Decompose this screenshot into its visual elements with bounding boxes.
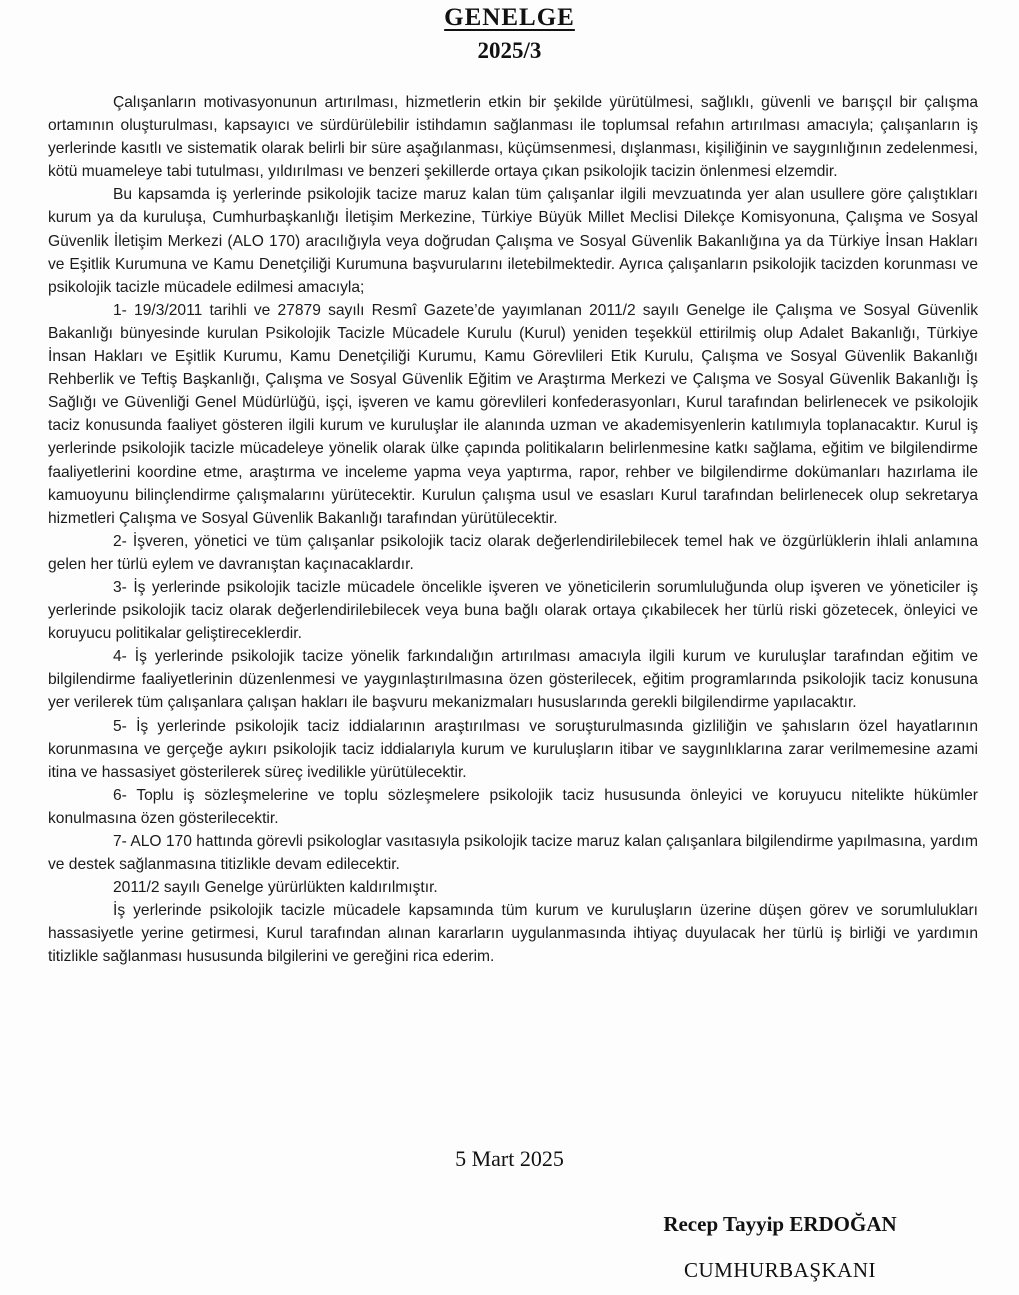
document-title: [0, 4, 1019, 32]
document-date: 5 Mart 2025: [455, 1146, 564, 1171]
paragraph-repeal: 2011/2 sayılı Genelge yürürlükten kaldırılmıştır.: [113, 879, 438, 897]
document-body: [48, 91, 978, 969]
paragraph-item-2: 2- İşveren, yönetici ve tüm çalışanlar psikolojik taciz olarak değerlendirilebilecek temel hak ve özgürlüklerin ihlali anlamına gelen her türlü eylem ve davranıştan kaçınacaklardır.: [48, 532, 978, 573]
document-number: 2025/3: [477, 38, 542, 63]
signer-title: CUMHURBAŞKANI: [683, 1258, 877, 1282]
paragraph-item-6: 6- Toplu iş sözleşmelerine ve toplu sözleşmelere psikolojik taciz hususunda önleyici ve koruyucu nitelikte hükümler konulmasına özen gösterilecektir.: [48, 786, 978, 827]
paragraph-item-4: 4- İş yerlerinde psikolojik tacize yönelik farkındalığın artırılması amacıyla ilgili kurum ve kuruluşlar tarafından eğitim ve bilgilendirme faaliyetlerinin düzenlenmesi ve yaygınlaştırılmasına özen gösterilecek, eğitim programlarında psikolojik taciz konusuna yer verilerek tüm çalışanlara çalışan hakları ile başvuru mekanizmaları hususlarında gerekli bilgilendirme yapılacaktır.: [48, 648, 978, 712]
paragraph-item-1: 1- 19/3/2011 tarihli ve 27879 sayılı Resmî Gazete’de yayımlanan 2011/2 sayılı Genelge ile Çalışma ve Sosyal Güvenlik Bakanlığı bünyesinde kurulan Psikolojik Tacizle Mücadele Kurulu (Kurul) yeniden teşekkül ettirilmiş olup Adalet Bakanlığı, Türkiye İnsan Hakları ve Eşitlik Kurumu, Kamu Denetçiliği Kurumu, Kamu Görevlileri Etik Kurulu, Çalışma ve Sosyal Güvenlik Bakanlığı Rehberlik ve Teftiş Başkanlığı, Çalışma ve Sosyal Güvenlik Eğitim ve Araştırma Merkezi ve Çalışma ve Sosyal Güvenlik Bakanlığı İş Sağlığı ve Güvenliği Genel Müdürlüğü, işçi, işveren ve kamu görevlileri konfederasyonları, Kurul tarafından belirlenecek ve psikolojik taciz konusunda faaliyet gösteren ilgili kurum ve kuruluşlar ile alanında uzman ve akademisyenlerin katılımıyla toplanacaktır. Kurul iş yerlerinde psikolojik tacizle mücadeleye yönelik olarak ülke çapında politikaların belirlenmesine katkı sağlama, eğitim ve bilgilendirme faaliyetlerini koordine etme, araştırma ve inceleme yapma veya yaptırma, rapor, rehber ve bilgilendirme dokümanları hazırlama ile kamuoyunu bilinçlendirme çalışmalarını yürütecektir. Kurulun çalışma usul ve esasları Kurul tarafından belirlenecek olup sekretarya hizmetleri Çalışma ve Sosyal Güvenlik Bakanlığı tarafından yürütülecektir.: [48, 301, 978, 527]
paragraph-closing: İş yerlerinde psikolojik tacizle mücadele kapsamında tüm kurum ve kuruluşların üzerine düşen görev ve sorumlulukları hassasiyetle yerine getirmesi, Kurul tarafından alınan kararların uygulanmasında ihtiyaç duyulacak her türlü iş birliği ve yardımın titizlikle sağlanması hususunda bilgilerini ve gereğini rica ederim.: [48, 902, 978, 966]
paragraph-intro: Çalışanların motivasyonunun artırılması, hizmetlerin etkin bir şekilde yürütülmesi, sağlıklı, güvenli ve barışçıl bir çalışma ortamının oluşturulması, kapsayıcı ve sürdürülebilir istihdamın sağlanması ile toplumsal refahın artırılması amacıyla; çalışanların iş yerlerinde kasıtlı ve sistematik olarak belirli bir süre aşağılanması, küçümsenmesi, dışlanması, kişiliğinin ve saygınlığının zedelenmesi, kötü muameleye tabi tutulması, yıldırılması ve benzeri şekillerde ortaya çıkan psikolojik tacizin önlenmesi elzemdir.: [48, 94, 978, 181]
paragraph-item-7: 7- ALO 170 hattında görevli psikologlar vasıtasıyla psikolojik tacize maruz kalan çalışanlara bilgilendirme yapılmasına, yardım ve destek sağlanmasına titizlikle devam edilecektir.: [48, 833, 979, 874]
paragraph-scope: Bu kapsamda iş yerlerinde psikolojik tacize maruz kalan tüm çalışanlar ilgili mevzuatında yer alan usullere göre çalıştıkları kurum ya da kuruluşa, Cumhurbaşkanlığı İletişim Merkezine, Türkiye Büyük Millet Meclisi Dilekçe Komisyonuna, Çalışma ve Sosyal Güvenlik İletişim Merkezi (ALO 170) aracılığıyla veya doğrudan Çalışma ve Sosyal Güvenlik Bakanlığına ya da Türkiye İnsan Hakları ve Eşitlik Kurumuna ve Kamu Denetçiliği Kurumuna başvurularını iletebilmektedir. Ayrıca çalışanların psikolojik tacizden korunması ve psikolojik tacizle mücadele edilmesi amacıyla;: [48, 186, 978, 296]
paragraph-item-3: 3- İş yerlerinde psikolojik tacizle mücadele öncelikle işveren ve yöneticilerin sorumluluğunda olup işveren ve yöneticiler iş yerlerinde psikolojik taciz olarak değerlendirilebilecek veya buna bağlı olarak ortaya çıkabilecek her türlü riski gözetecek, önleyici ve koruyucu politikalar geliştireceklerdir.: [48, 578, 978, 643]
signer-name: Recep Tayyip ERDOĞAN: [663, 1212, 897, 1236]
paragraph-item-5: 5- İş yerlerinde psikolojik taciz iddialarının araştırılması ve soruşturulmasında gizliliğin ve şahısların özel hayatlarının korunmasına ve gerçeğe aykırı psikolojik taciz iddialarıyla kurum ve kuruluşların itibar ve saygınlıklarına zarar verilmemesine azami itina ve hassasiyet gösterilerek süreç ivedilikle yürütülecektir.: [48, 717, 978, 781]
document-title-text: GENELGE: [444, 4, 575, 31]
